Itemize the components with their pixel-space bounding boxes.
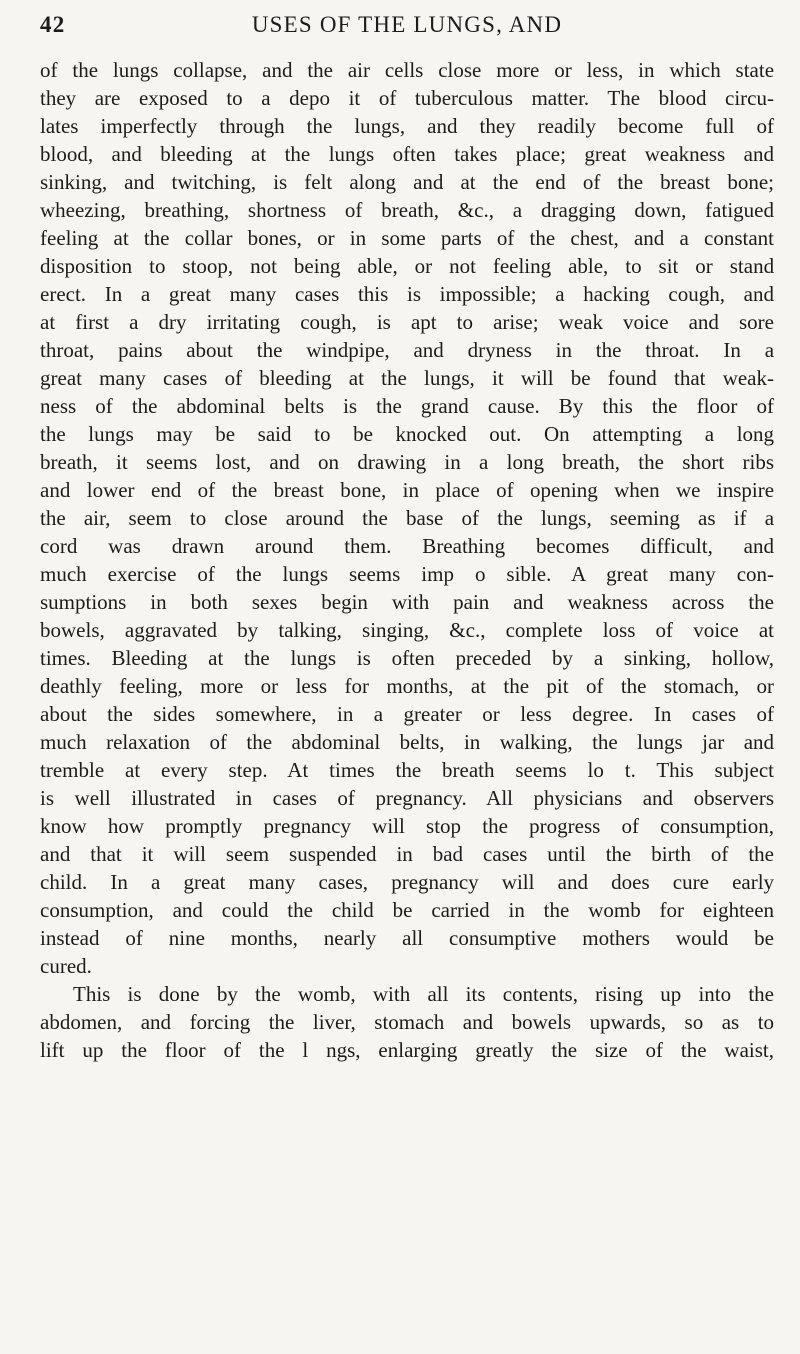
text-line: cured. bbox=[40, 954, 92, 978]
text-line: they are exposed to a depo it of tuberculous matter. The blood circu- bbox=[40, 86, 774, 110]
text-line: consumption, and could the child be carried in the womb for eighteen bbox=[40, 898, 775, 922]
text-line: child. In a great many cases, pregnancy will and does cure early bbox=[40, 870, 775, 894]
text-line: bowels, aggravated by talking, singing, &c., complete loss of voice at bbox=[40, 618, 774, 642]
text-line: deathly feeling, more or less for months, at the pit of the stomach, or bbox=[40, 674, 775, 698]
text-line: the air, seem to close around the base of the lungs, seeming as if a bbox=[40, 506, 775, 530]
text-line: tremble at every step. At times the breath seems lo t. This subject bbox=[40, 758, 774, 782]
text-line: sinking, and twitching, is felt along and at the end of the breast bone; bbox=[40, 170, 774, 194]
text-line: feeling at the collar bones, or in some parts of the chest, and a constant bbox=[40, 226, 774, 250]
text-line: abdomen, and forcing the liver, stomach and bowels upwards, so as to bbox=[40, 1010, 775, 1034]
text-line: at first a dry irritating cough, is apt to arise; weak voice and sore bbox=[40, 310, 774, 334]
text-line: blood, and bleeding at the lungs often takes place; great weakness and bbox=[40, 142, 774, 166]
text-line: about the sides somewhere, in a greater or less degree. In cases of bbox=[40, 702, 775, 726]
text-line: ness of the abdominal belts is the grand cause. By this the floor of bbox=[40, 394, 774, 418]
text-line: the lungs may be said to be knocked out. On attempting a long bbox=[40, 422, 775, 446]
text-line: times. Bleeding at the lungs is often preceded by a sinking, hollow, bbox=[40, 646, 775, 670]
text-line: cord was drawn around them. Breathing becomes difficult, and bbox=[40, 534, 775, 558]
text-line: lift up the floor of the l ngs, enlarging greatly the size of the waist, bbox=[40, 1038, 774, 1062]
text-line: This is done by the womb, with all its contents, rising up into the bbox=[73, 982, 774, 1006]
text-line: lates imperfectly through the lungs, and they readily become full of bbox=[40, 114, 774, 138]
text-line: throat, pains about the windpipe, and dryness in the throat. In a bbox=[40, 338, 775, 362]
text-line: of the lungs collapse, and the air cells close more or less, in which state bbox=[40, 58, 775, 82]
text-line: sumptions in both sexes begin with pain and weakness across the bbox=[40, 590, 774, 614]
text-line: and that it will seem suspended in bad cases until the birth of the bbox=[40, 842, 774, 866]
text-line: erect. In a great many cases this is impossible; a hacking cough, and bbox=[40, 282, 774, 306]
text-line: instead of nine months, nearly all consumptive mothers would be bbox=[40, 926, 774, 950]
running-head bbox=[40, 6, 774, 46]
page-header-title: USES OF THE LUNGS, AND bbox=[251, 12, 563, 37]
text-line: breath, it seems lost, and on drawing in a long breath, the short ribs bbox=[40, 450, 774, 474]
text-line: is well illustrated in cases of pregnancy. All physicians and observers bbox=[40, 786, 775, 810]
text-line: much exercise of the lungs seems imp o sible. A great many con- bbox=[40, 562, 775, 586]
text-line: and lower end of the breast bone, in place of opening when we inspire bbox=[40, 478, 775, 502]
text-line: disposition to stoop, not being able, or not feeling able, to sit or stand bbox=[40, 254, 775, 278]
page-number: 42 bbox=[40, 12, 66, 37]
text-line: great many cases of bleeding at the lungs, it will be found that weak- bbox=[40, 366, 774, 390]
text-line: wheezing, breathing, shortness of breath, &c., a dragging down, fatigued bbox=[40, 198, 774, 222]
text-line: much relaxation of the abdominal belts, in walking, the lungs jar and bbox=[40, 730, 775, 754]
text-line: know how promptly pregnancy will stop the progress of consumption, bbox=[40, 814, 774, 838]
body-text bbox=[40, 56, 774, 1064]
